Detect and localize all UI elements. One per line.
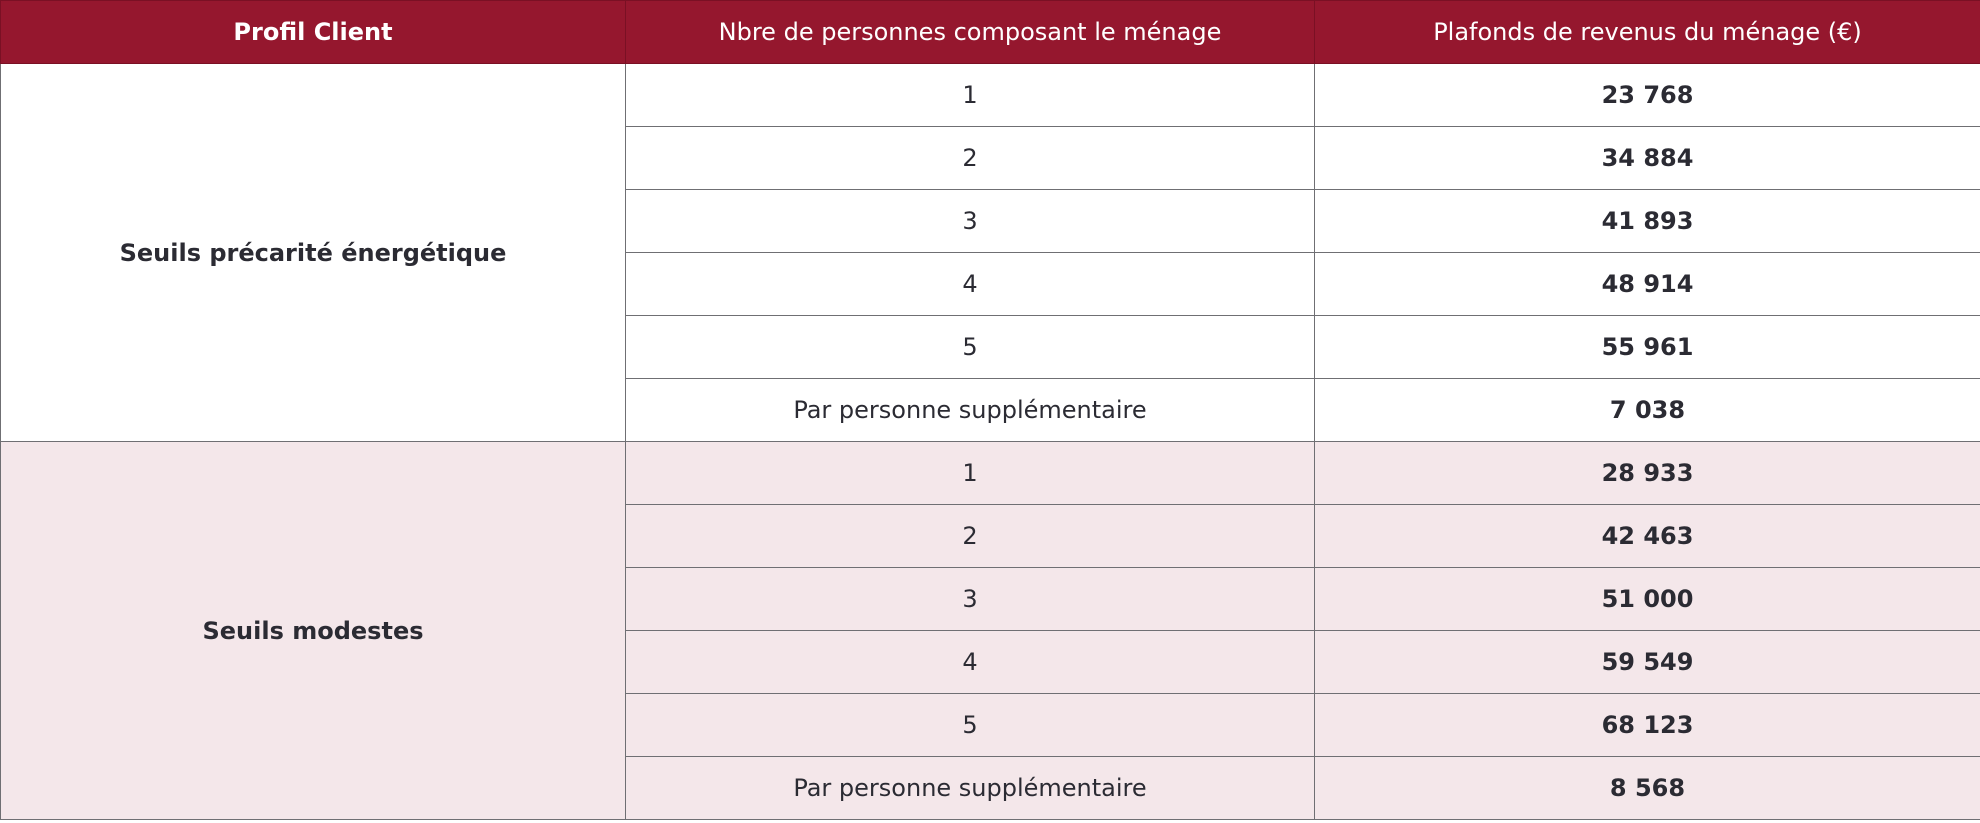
income-cap-cell: 7 038	[1315, 379, 1980, 442]
profile-cell-modest: Seuils modestes	[1, 442, 626, 820]
table-row	[1, 442, 1980, 505]
household-size-cell: 3	[626, 568, 1315, 631]
income-cap-cell: 48 914	[1315, 253, 1980, 316]
income-cap-cell: 28 933	[1315, 442, 1980, 505]
income-cap-cell: 59 549	[1315, 631, 1980, 694]
household-size-cell: Par personne supplémentaire	[626, 757, 1315, 820]
income-cap-cell: 55 961	[1315, 316, 1980, 379]
household-size-cell: 5	[626, 694, 1315, 757]
household-size-cell: Par personne supplémentaire	[626, 379, 1315, 442]
income-cap-cell: 51 000	[1315, 568, 1980, 631]
household-size-cell: 1	[626, 442, 1315, 505]
household-size-cell: 5	[626, 316, 1315, 379]
profile-cell-energy-poverty: Seuils précarité énergétique	[1, 64, 626, 442]
header-profile: Profil Client	[1, 1, 626, 64]
income-cap-cell: 8 568	[1315, 757, 1980, 820]
household-size-cell: 1	[626, 64, 1315, 127]
income-cap-cell: 42 463	[1315, 505, 1980, 568]
income-cap-cell: 68 123	[1315, 694, 1980, 757]
household-size-cell: 2	[626, 127, 1315, 190]
income-cap-cell: 23 768	[1315, 64, 1980, 127]
table-header-row	[1, 1, 1980, 64]
household-size-cell: 2	[626, 505, 1315, 568]
header-household-size: Nbre de personnes composant le ménage	[626, 1, 1315, 64]
household-size-cell: 3	[626, 190, 1315, 253]
household-size-cell: 4	[626, 253, 1315, 316]
income-cap-cell: 41 893	[1315, 190, 1980, 253]
income-cap-cell: 34 884	[1315, 127, 1980, 190]
header-income-cap: Plafonds de revenus du ménage (€)	[1315, 1, 1980, 64]
table-row	[1, 64, 1980, 127]
household-size-cell: 4	[626, 631, 1315, 694]
